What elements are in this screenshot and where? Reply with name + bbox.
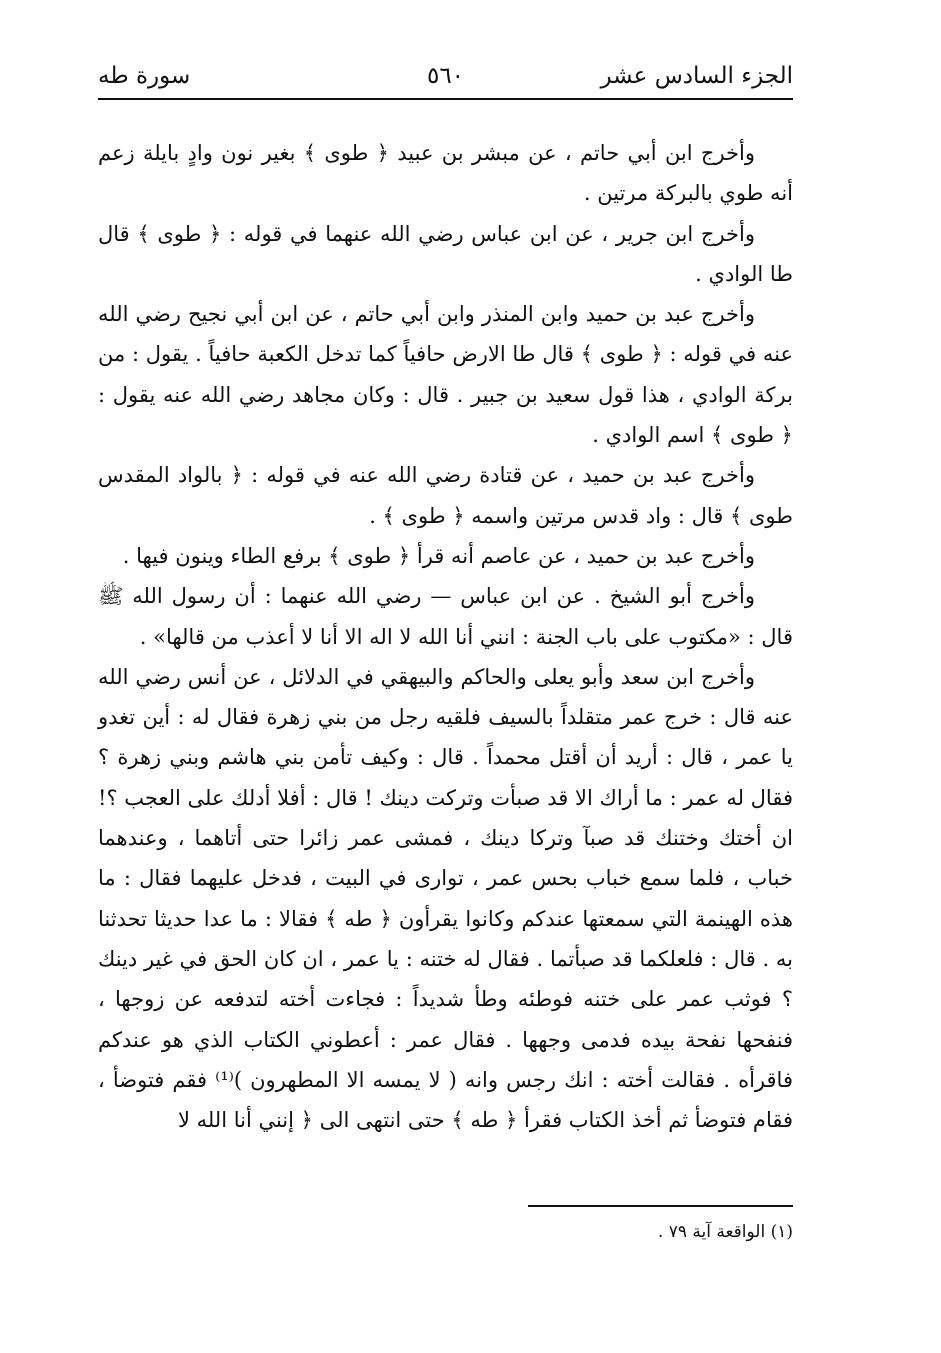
page-body [98,133,793,1140]
paragraph-5: وأخرج عبد بن حميد ، عن عاصم أنه قرأ ﴿ طوى ﴾ برفع الطاء وينون فيها . [122,543,755,568]
header-divider [98,98,793,100]
header-page-number: ٥٦٠ [426,63,465,89]
paragraph-2: وأخرج ابن جرير ، عن ابن عباس رضي الله عنهما في قوله : ﴿ طوى ﴾ قال طا الوادي . [98,221,793,286]
page-header [98,58,793,94]
header-part-title: الجزء السادس عشر [600,63,793,89]
paragraph-1: وأخرج ابن أبي حاتم ، عن مبشر بن عبيد ﴿ طوى ﴾ بغير نون وادٍ بايلة زعم أنه طوي بالبركة مرتين . [98,141,793,206]
footnote-divider [528,1205,793,1207]
footnote: (١) الواقعة آية ٧٩ . [657,1222,793,1242]
header-surah-title: سورة طه [98,63,191,89]
paragraph-7: وأخرج ابن سعد وأبو يعلى والحاكم والبيهقي في الدلائل ، عن أنس رضي الله عنه قال : خرج عمر متقلداً بالسيف فلقيه رجل من بني زهرة فقال له : أين تغدو يا عمر ، قال : أريد أن أقتل محمداً . قال : وكيف تأمن بني هاشم وبني زهرة ؟ فقال له عمر : ما أراك الا قد صبأت وتركت دينك ! قال : أفلا أدلك على العجب ؟! ان أختك وختنك قد صبآ وتركا دينك ، فمشى عمر زائرا حتى أتاهما ، وعندهما خباب ، فلما سمع خباب بحس عمر ، توارى في البيت ، فدخل عليهما فقال : ما هذه الهينمة التي سمعتها عندكم وكانوا يقرأون ﴿ طه ﴾ فقالا : ما عدا حديثا تحدثنا به . قال : فلعلكما قد صبأتما . فقال له ختنه : يا عمر ، ان كان الحق في غير دينك ؟ فوثب عمر على ختنه فوطئه وطأ شديداً : فجاءت أخته لتدفعه عن زوجها ، فنفحها نفحة بيده فدمى وجهها . فقال عمر : أعطوني الكتاب الذي هو عندكم فاقرأه . فقالت أخته : انك رجس وانه ( لا يمسه الا المطهرون )⁽¹⁾ فقم فتوضأ ، فقام فتوضأ ثم أخذ الكتاب فقرأ ﴿ طه ﴾ حتى انتهى الى ﴿ إنني أنا الله لا [98,664,793,1133]
paragraph-6: وأخرج أبو الشيخ . عن ابن عباس — رضي الله عنهما : أن رسول الله ﷺ قال : «مكتوب على باب الجنة : انني أنا الله لا اله الا أنا لا أعذب من قالها» . [98,584,793,649]
paragraph-4: وأخرج عبد بن حميد ، عن قتادة رضي الله عنه في قوله : ﴿ بالواد المقدس طوى ﴾ قال : واد قدس مرتين واسمه ﴿ طوى ﴾ . [98,463,793,528]
paragraph-3: وأخرج عبد بن حميد وابن المنذر وابن أبي حاتم ، عن ابن أبي نجيح رضي الله عنه في قوله : ﴿ طوى ﴾ قال طا الارض حافياً كما تدخل الكعبة حافياً . يقول : من بركة الوادي ، هذا قول سعيد بن جبير . قال : وكان مجاهد رضي الله عنه يقول : ﴿ طوى ﴾ اسم الوادي . [98,302,793,448]
